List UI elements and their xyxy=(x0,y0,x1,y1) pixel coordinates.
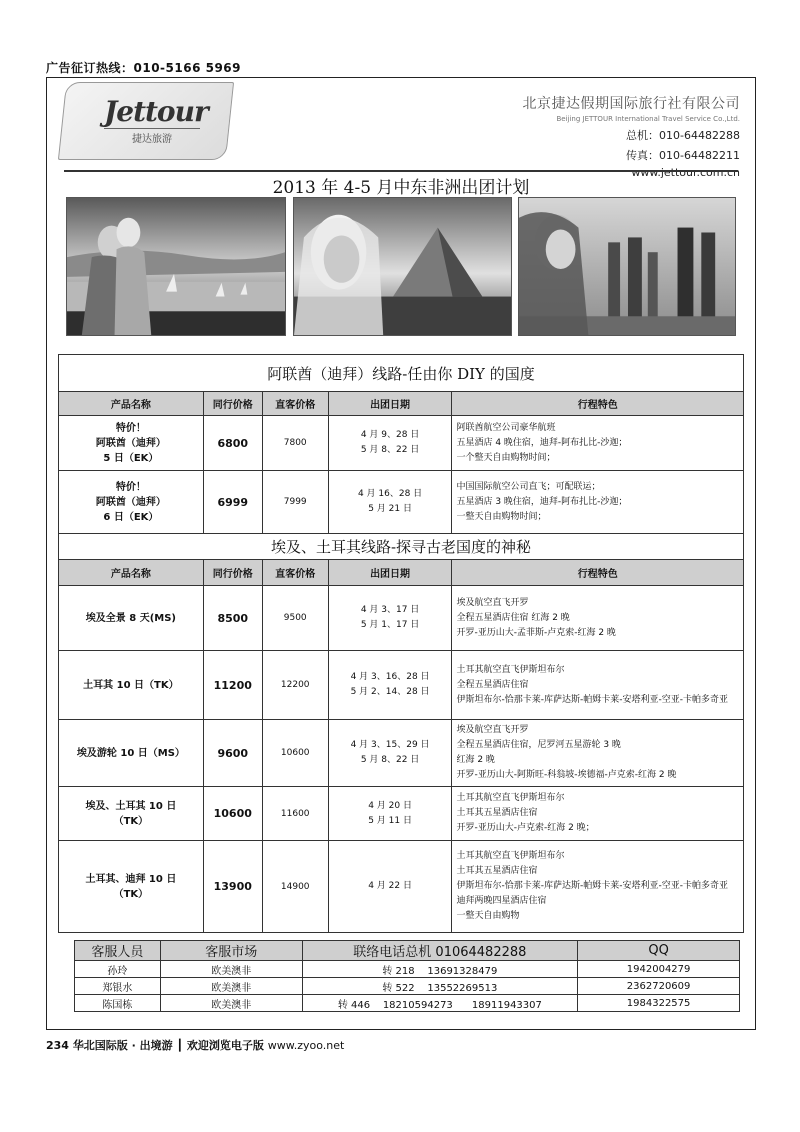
staff-market: 欧美澳非 xyxy=(160,978,302,995)
retail-price: 12200 xyxy=(262,651,328,720)
logo-subtitle: 捷达旅游 xyxy=(104,128,200,145)
phone-ext: 转 446 xyxy=(337,999,371,1011)
company-name-en: Beijing JETTOUR International Travel Service Co.,Ltd. xyxy=(556,115,740,123)
table-header-row xyxy=(59,560,744,586)
itinerary-features xyxy=(452,586,744,651)
date-line: 4 月 3、17 日 xyxy=(360,605,420,615)
header-name: 产品名称 xyxy=(59,560,204,586)
table-row xyxy=(59,586,744,651)
title-rule xyxy=(64,170,738,172)
name-line: 6 日（EK） xyxy=(103,511,159,523)
feature-line: 土耳其五星酒店住宿 xyxy=(456,808,538,818)
retail-price: 7800 xyxy=(262,416,328,471)
table-row xyxy=(59,416,744,471)
name-line: 埃及、土耳其 10 日 xyxy=(85,800,177,812)
staff-phone xyxy=(302,961,578,978)
date-line: 4 月 3、16、28 日 xyxy=(350,672,430,682)
section-title-uae: 阿联酋（迪拜）线路-任由你 DIY 的国度 xyxy=(59,355,744,392)
page-footer xyxy=(46,1037,344,1053)
feature-line: 红海 2 晚 xyxy=(456,755,495,765)
feature-line: 伊斯坦布尔-恰那卡莱-库萨达斯-帕姆卡莱-安塔利亚-空亚-卡帕多奇亚 xyxy=(456,694,728,705)
staff-market: 欧美澳非 xyxy=(160,961,302,978)
date-line: 4 月 3、15、29 日 xyxy=(350,740,430,750)
customer-service-table xyxy=(74,940,740,1012)
date-line: 4 月 20 日 xyxy=(368,800,412,811)
feature-line: 土耳其航空直飞伊斯坦布尔 xyxy=(456,793,565,803)
date-line: 4 月 9、28 日 xyxy=(360,430,420,440)
name-line: （TK） xyxy=(113,888,149,900)
date-line: 4 月 16、28 日 xyxy=(357,489,423,499)
ad-hotline: 广告征订热线：010-5166 5969 xyxy=(46,61,242,75)
feature-line: 全程五星酒店住宿 xyxy=(456,679,529,690)
name-line: （TK） xyxy=(113,815,149,827)
contact-row xyxy=(75,995,740,1012)
feature-line: 一整天自由购物 xyxy=(456,911,520,921)
feature-line: 全程五星酒店住宿，尼罗河五星游轮 3 晚 xyxy=(456,740,621,750)
feature-line: 开罗-亚历山大-卢克索-红海 2 晚； xyxy=(456,823,595,833)
feature-line: 五星酒店 3 晚住宿，迪拜-阿布扎比-沙迦； xyxy=(456,496,628,507)
section-title-row xyxy=(59,534,744,560)
departure-dates xyxy=(328,471,452,534)
header-retail-price: 直客价格 xyxy=(262,392,328,416)
footer-text: 华北国际版 · 出境游 ┃ 欢迎浏览电子版 xyxy=(72,1039,264,1052)
peer-price: 13900 xyxy=(203,841,262,933)
name-line: 土耳其、迪拜 10 日 xyxy=(85,873,177,885)
staff-market: 欧美澳非 xyxy=(160,995,302,1012)
product-name xyxy=(59,471,204,534)
feature-line: 开罗-亚历山大-阿斯旺-科翁坡-埃德福-卢克索-红海 2 晚 xyxy=(456,770,677,780)
departure-dates xyxy=(328,841,452,933)
name-line: 阿联酋（迪拜） xyxy=(95,496,166,508)
photo-temple-icon xyxy=(518,197,736,336)
peer-price: 8500 xyxy=(203,586,262,651)
staff-qq: 1984322575 xyxy=(578,995,740,1012)
table-row xyxy=(59,471,744,534)
name-line: 埃及游轮 10 日（MS） xyxy=(76,747,185,759)
tour-schedule-table xyxy=(58,354,744,933)
header-qq: QQ xyxy=(578,941,740,961)
date-line: 5 月 21 日 xyxy=(368,504,412,514)
header-phone: 联络电话总机 01064482288 xyxy=(302,941,578,961)
mobile-number: 13552269513 xyxy=(427,982,498,994)
feature-line: 全程五星酒店住宿 红海 2 晚 xyxy=(456,612,570,623)
staff-phone xyxy=(302,978,578,995)
feature-line: 土耳其航空直飞伊斯坦布尔 xyxy=(456,851,565,861)
itinerary-features xyxy=(452,651,744,720)
itinerary-features xyxy=(452,841,744,933)
departure-dates xyxy=(328,416,452,471)
date-line: 5 月 11 日 xyxy=(368,815,412,826)
photo-dubai-icon xyxy=(66,197,286,336)
table-row xyxy=(59,787,744,841)
date-line: 5 月 1、17 日 xyxy=(360,620,420,630)
product-name xyxy=(59,787,204,841)
name-line: 阿联酋（迪拜） xyxy=(95,437,166,449)
product-name xyxy=(59,416,204,471)
retail-price: 10600 xyxy=(262,720,328,787)
name-line: 特价！ xyxy=(115,422,146,434)
staff-phone xyxy=(302,995,578,1012)
departure-dates xyxy=(328,586,452,651)
feature-line: 一整天自由购物时间； xyxy=(456,511,547,522)
company-phone: 总机：010-64482288 xyxy=(626,129,740,142)
retail-price: 14900 xyxy=(262,841,328,933)
retail-price: 9500 xyxy=(262,586,328,651)
header-staff: 客服人员 xyxy=(75,941,161,961)
header-market: 客服市场 xyxy=(160,941,302,961)
contact-row xyxy=(75,961,740,978)
staff-qq: 1942004279 xyxy=(578,961,740,978)
header-retail-price: 直客价格 xyxy=(262,560,328,586)
table-row xyxy=(59,651,744,720)
header-peer-price: 同行价格 xyxy=(203,560,262,586)
staff-name: 孙玲 xyxy=(75,961,161,978)
mobile-number: 18911943307 xyxy=(471,999,542,1011)
company-name-cn: 北京捷达假期国际旅行社有限公司 xyxy=(522,96,740,112)
header-features: 行程特色 xyxy=(452,560,744,586)
peer-price: 10600 xyxy=(203,787,262,841)
contact-row xyxy=(75,978,740,995)
phone-ext: 转 218 xyxy=(382,965,415,977)
departure-dates xyxy=(328,651,452,720)
date-line: 5 月 8、22 日 xyxy=(360,755,420,765)
staff-name: 陈国栋 xyxy=(75,995,161,1012)
feature-line: 阿联酋航空公司豪华航班 xyxy=(456,422,556,433)
header-dates: 出团日期 xyxy=(328,392,452,416)
name-line: 土耳其 10 日（TK） xyxy=(83,679,179,691)
name-line: 5 日（EK） xyxy=(103,452,159,464)
table-row xyxy=(59,720,744,787)
feature-line: 中国国际航空公司直飞；可配联运； xyxy=(456,481,601,492)
section-uae xyxy=(59,355,744,534)
mobile-number: 18210594273 xyxy=(382,999,453,1011)
company-fax: 传真：010-64482211 xyxy=(626,149,740,162)
name-line: 特价！ xyxy=(115,481,146,493)
retail-price: 7999 xyxy=(262,471,328,534)
main-title: 2013 年 4-5 月中东非洲出团计划 xyxy=(272,178,530,198)
mobile-number: 13691328479 xyxy=(427,965,498,977)
jettour-logo: Jettour xyxy=(104,95,208,128)
itinerary-features xyxy=(452,720,744,787)
date-line: 5 月 2、14、28 日 xyxy=(350,687,430,697)
feature-line: 迪拜两晚四星酒店住宿 xyxy=(456,896,547,906)
feature-line: 土耳其航空直飞伊斯坦布尔 xyxy=(456,664,565,675)
product-name xyxy=(59,720,204,787)
date-line: 4 月 22 日 xyxy=(368,881,412,891)
feature-line: 一个整天自由购物时间； xyxy=(456,452,556,463)
section-title-row xyxy=(59,355,744,392)
itinerary-features xyxy=(452,416,744,471)
table-header-row xyxy=(59,392,744,416)
retail-price: 11600 xyxy=(262,787,328,841)
date-line: 5 月 8、22 日 xyxy=(360,445,420,455)
phone-ext: 转 522 xyxy=(382,982,415,994)
product-name xyxy=(59,586,204,651)
staff-name: 郑银水 xyxy=(75,978,161,995)
peer-price: 9600 xyxy=(203,720,262,787)
header-features: 行程特色 xyxy=(452,392,744,416)
feature-line: 五星酒店 4 晚住宿，迪拜-阿布扎比-沙迦； xyxy=(456,437,628,448)
contacts-header-row xyxy=(75,941,740,961)
peer-price: 6800 xyxy=(203,416,262,471)
table-row xyxy=(59,841,744,933)
departure-dates xyxy=(328,787,452,841)
peer-price: 6999 xyxy=(203,471,262,534)
header-dates: 出团日期 xyxy=(328,560,452,586)
staff-qq: 2362720609 xyxy=(578,978,740,995)
peer-price: 11200 xyxy=(203,651,262,720)
feature-line: 埃及航空直飞开罗 xyxy=(456,725,529,735)
feature-line: 开罗-亚历山大-孟菲斯-卢克索-红海 2 晚 xyxy=(456,627,616,638)
header-peer-price: 同行价格 xyxy=(203,392,262,416)
product-name xyxy=(59,651,204,720)
itinerary-features xyxy=(452,787,744,841)
departure-dates xyxy=(328,720,452,787)
page-number: 234 xyxy=(46,1039,69,1052)
itinerary-features xyxy=(452,471,744,534)
company-info xyxy=(523,93,741,179)
footer-site-link[interactable]: www.zyoo.net xyxy=(267,1039,345,1052)
feature-line: 埃及航空直飞开罗 xyxy=(456,597,529,608)
feature-line: 土耳其五星酒店住宿 xyxy=(456,866,538,876)
header-name: 产品名称 xyxy=(59,392,204,416)
section-title-egypt-turkey: 埃及、土耳其线路-探寻古老国度的神秘 xyxy=(59,534,744,560)
name-line: 埃及全景 8 天(MS) xyxy=(85,612,176,624)
section-egypt-turkey xyxy=(59,534,744,933)
product-name xyxy=(59,841,204,933)
company-website: www.jettour.com.cn xyxy=(631,166,740,179)
photo-pyramid-icon xyxy=(293,197,512,336)
feature-line: 伊斯坦布尔-恰那卡莱-库萨达斯-帕姆卡莱-安塔利亚-空亚-卡帕多奇亚 xyxy=(456,881,728,891)
